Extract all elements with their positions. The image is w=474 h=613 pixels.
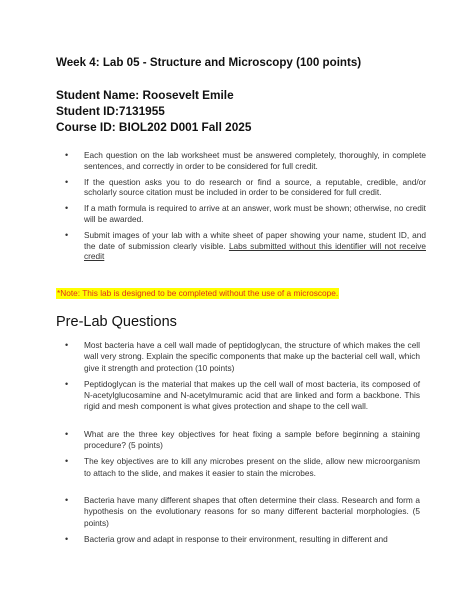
instruction-text (84, 230, 426, 262)
bullet-icon: • (65, 428, 69, 439)
bullet-icon: • (65, 340, 69, 350)
bullet-icon: • (65, 176, 69, 187)
instruction-text: Each question on the lab worksheet must be answered completely, thoroughly, in complete sentences, and correctly in order to be considered for full credit. (84, 150, 426, 171)
instruction-item (56, 203, 426, 225)
student-name: Student Name: Roosevelt Emile (56, 88, 234, 102)
answer-text: Bacteria grow and adapt in response to their environment, resulting in different and (84, 533, 388, 544)
instruction-item (56, 150, 426, 172)
bullet-icon: • (65, 378, 69, 389)
question-item (56, 495, 420, 529)
answer-text: The key objectives are to kill any microbes present on the slide, allow new microorganism to attach to the slide, and makes it easier to stain the microbes. (84, 456, 420, 478)
question-text: Bacteria have many different shapes that often determine their class. Research and form a hypothesis on the evolutionary reasons for so many different bacterial morphologies. (5 points) (84, 494, 420, 528)
lab-title: Week 4: Lab 05 - Structure and Microscopy (100 points) (56, 56, 362, 69)
answer-item (56, 379, 420, 413)
bullet-icon: • (65, 456, 69, 467)
question-text: Most bacteria have a cell wall made of peptidoglycan, the structure of which makes the cell wall very strong. Explain the specific components that make up the bacterial cell wall, which give it strength and protection (10 points) (84, 340, 420, 373)
question-item (56, 429, 420, 452)
instruction-text: If a math formula is required to arrive at an answer, work must be shown; otherwise, no credit will be awarded. (84, 203, 426, 224)
answer-item (56, 534, 420, 545)
instructions-list (56, 150, 426, 262)
prelab-heading: Pre-Lab Questions (56, 314, 177, 330)
instruction-item (56, 177, 426, 199)
bullet-icon: • (65, 150, 69, 160)
course-id: Course ID: BIOL202 D001 Fall 2025 (56, 120, 252, 134)
instruction-item (56, 230, 426, 262)
answer-text: Peptidoglycan is the material that makes up the cell wall of most bacteria, its composed of N-acetylglucosamine and N-acetylmuramic acid that are linked and form a backbone. This rigid and mesh component is what gives protection and shape to the cell wall. (84, 378, 420, 412)
prelab-questions-list (56, 340, 420, 545)
student-id: Student ID:7131955 (56, 104, 165, 118)
instruction-text: If the question asks you to do research or find a source, a reputable, credible, and/or scholarly source citation must be included in order to be considered for full credit. (84, 176, 426, 198)
identifier-warning: Labs submitted without this identifier will not receive credit (84, 240, 426, 262)
microscope-note: *Note: This lab is designed to be completed without the use of a microscope. (57, 288, 339, 298)
bullet-icon: • (65, 533, 69, 544)
bullet-icon: • (65, 229, 69, 240)
question-item (56, 340, 420, 374)
bullet-icon: • (65, 494, 69, 505)
question-text: What are the three key objectives for heat fixing a sample before beginning a staining procedure? (5 points) (84, 428, 420, 451)
answer-item (56, 456, 420, 479)
bullet-icon: • (65, 203, 69, 214)
instruction-text-main: Submit images of your lab with a white sheet of paper showing your name, student ID, and the date of submission clearly visible. (84, 229, 426, 251)
